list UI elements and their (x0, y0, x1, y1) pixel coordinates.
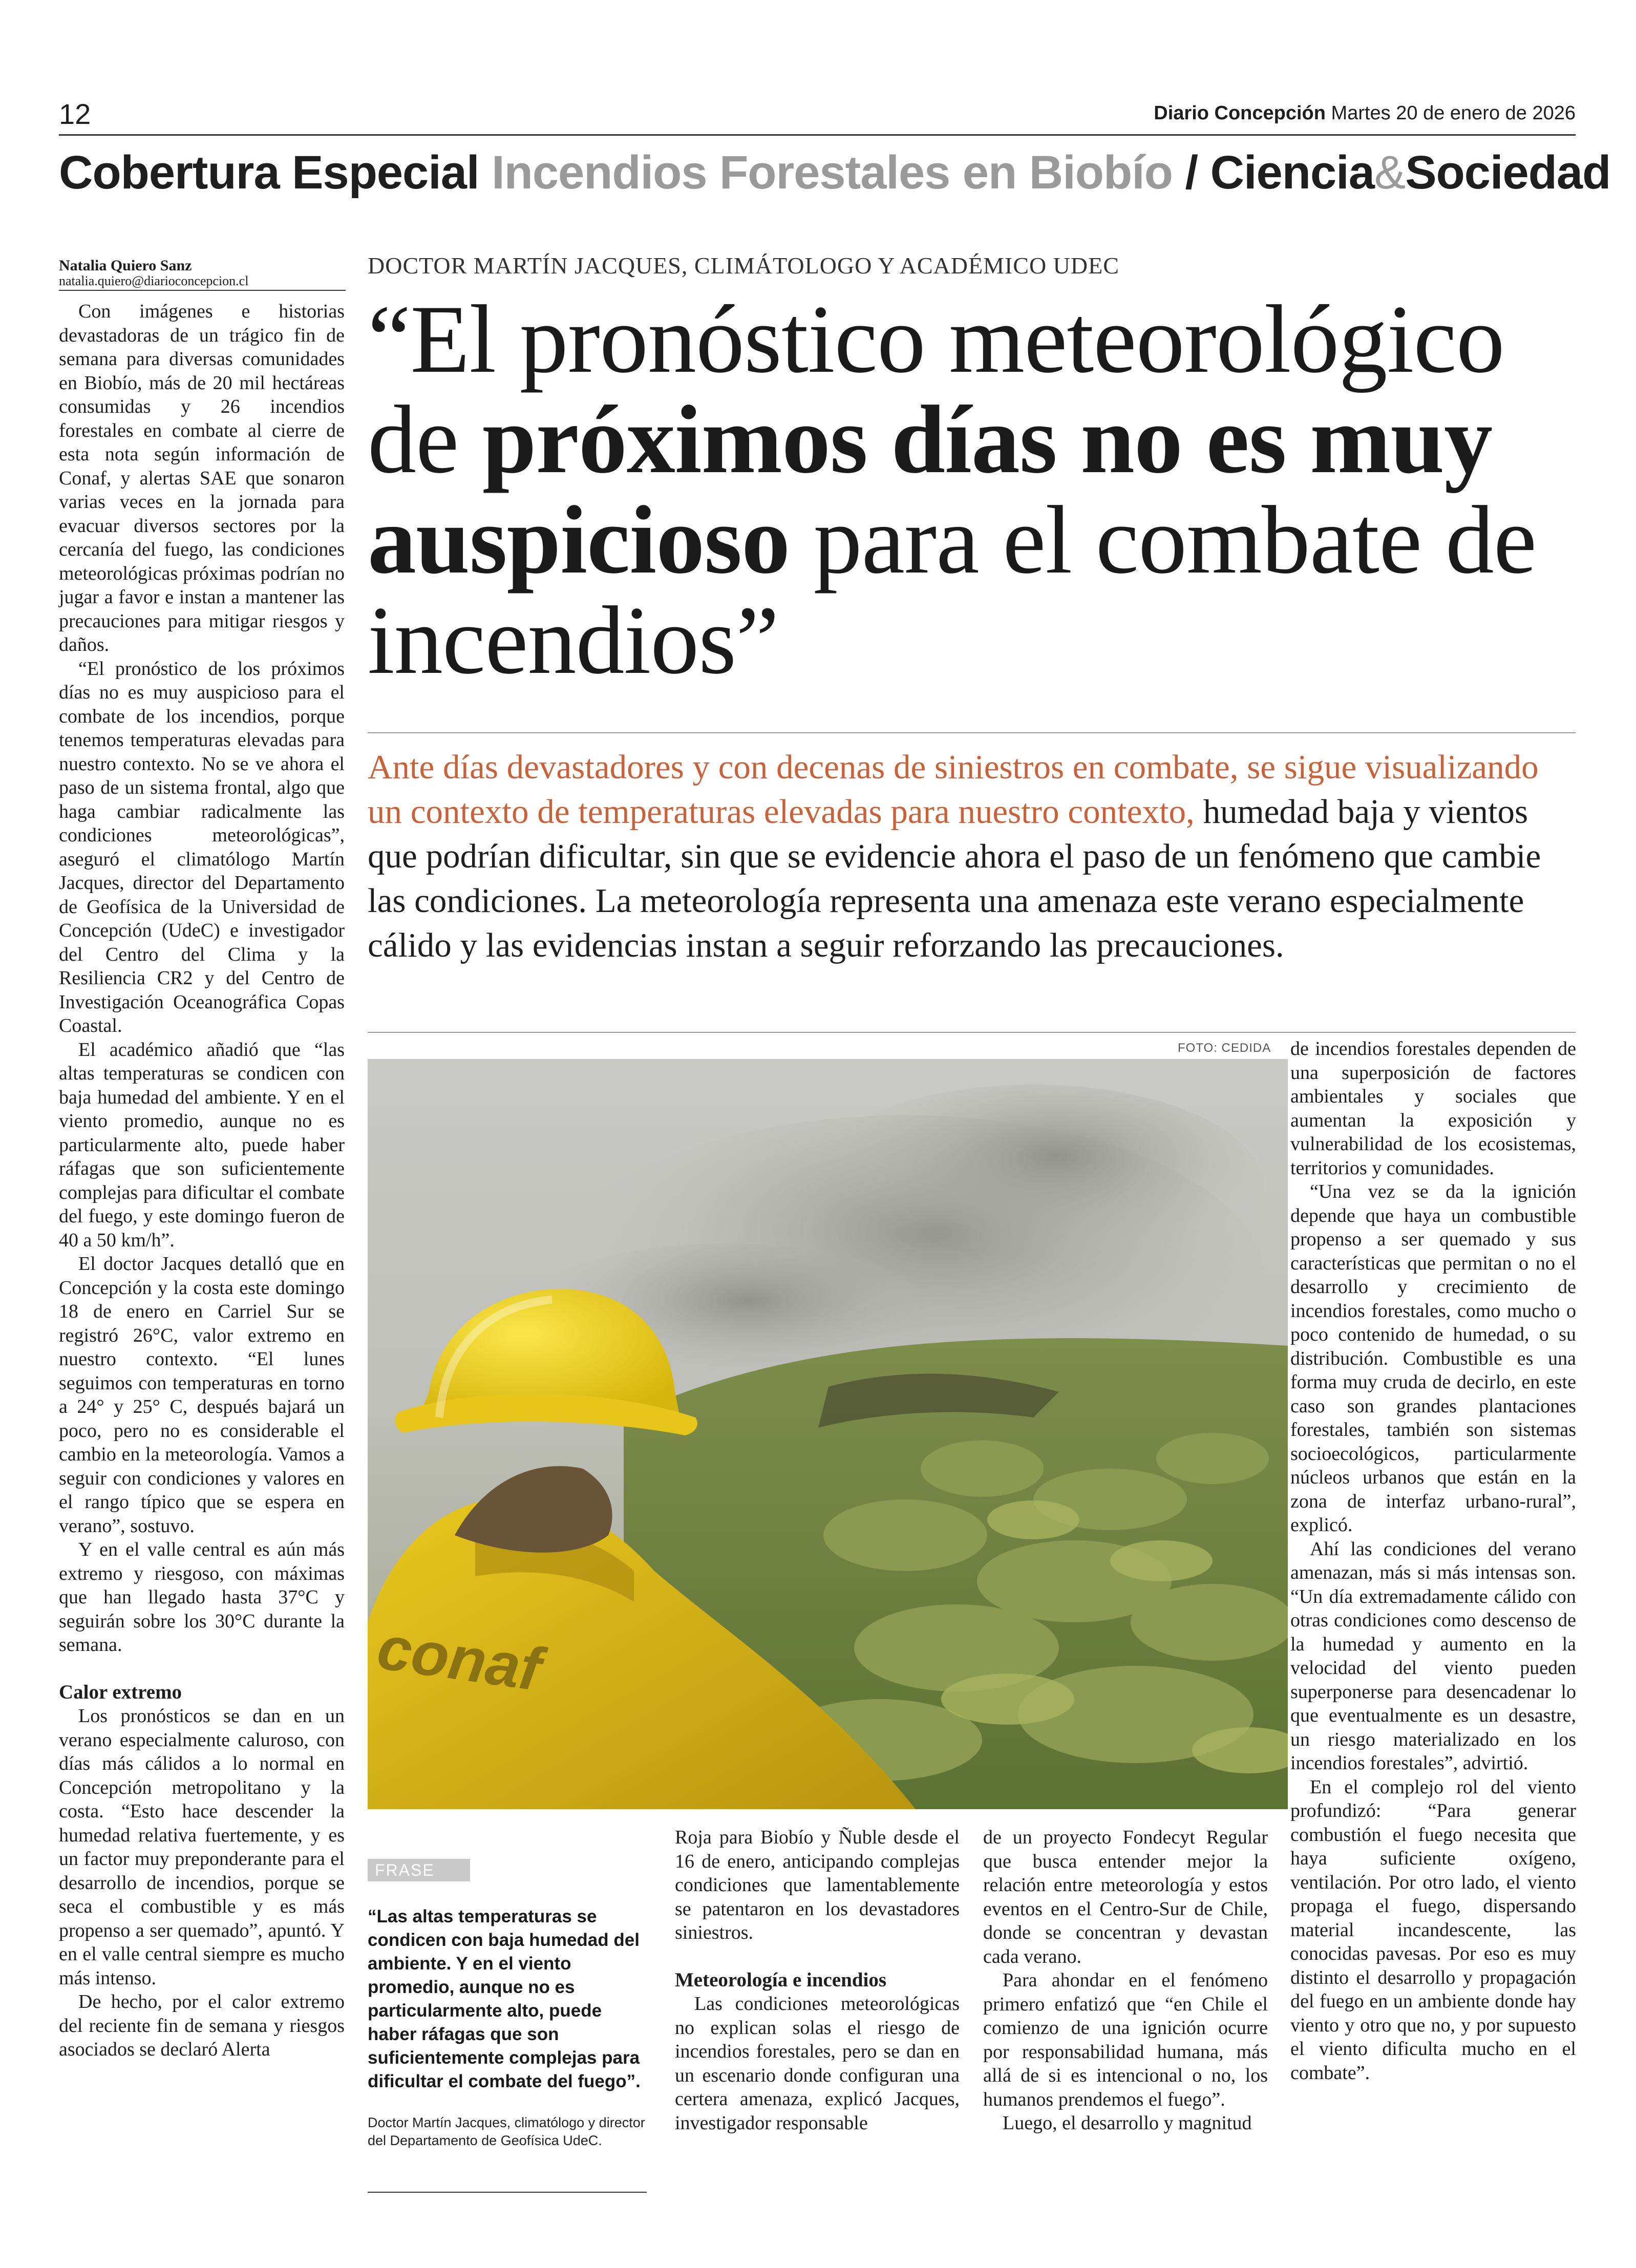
paragraph: “Una vez se da la ignición depende que haya un combustible propenso a ser quemado y sus características que permitan o no el desarrollo y crecimiento de incendios forestales, como mucho o poco contenido de humedad, o su distribución. Combustible es una forma muy cruda de decirlo, en este caso son grandes plantaciones forestales, también son sistemas socioecológicos, particularmente núcleos urbanos que están en la zona de interfaz urbano-rural”, explicó. (1290, 1181, 1576, 1536)
byline-email: natalia.quiero@diarioconcepcion.cl (59, 273, 249, 288)
headline-rule (368, 732, 1576, 733)
pull-quote: “Las altas temperaturas se condicen con baja humedad del ambiente. Y en el viento promedio, aunque no es particularmente alto, puede haber ráfagas que son suficientemente complejas para dificultar el combate del fuego”. (368, 1906, 641, 2091)
paragraph: Y en el valle central es aún más extremo y riesgoso, con máximas que han llegado hasta 37°C y seguirán sobre los 30°C durante la semana. (59, 1539, 345, 1656)
paragraph: Con imágenes e historias devastadoras de un trágico fin de semana para diversas comunidades en Biobío, más de 20 mil hectáreas consumidas y 26 incendios forestales en combate al cierre de esta nota según información de Conaf, y alertas SAE que sonaron varias veces en la jornada para evacuar diversos sectores por la cercanía del fuego, las condiciones meteorológicas próximas podrían no jugar a favor e instan a mantener las precauciones para mitigar riesgos y daños. (59, 301, 345, 655)
paragraph: Roja para Biobío y Ñuble desde el 16 de enero, anticipando complejas condiciones que lamentablemente se patentaron en los devastadores siniestros. (675, 1827, 960, 1943)
top-rule (59, 134, 1576, 136)
paragraph: Los pronósticos se dan en un verano especialmente caluroso, con días más cálidos a lo normal en Concepción metropolitano y la costa. “Esto hace descender la humedad relativa fuertemente, y es un factor muy preponderante para el desarrollo de incendios, porque se seca el combustible y es más propenso a ser quemado”, apuntó. Y en el valle central siempre es mucho más intenso. (59, 1705, 345, 1989)
column-1 (59, 300, 345, 2062)
publication-date: Martes 20 de enero de 2026 (1331, 102, 1576, 124)
byline-rule (59, 290, 346, 291)
firefighter-photo (368, 1059, 1288, 1809)
photo-credit: FOTO: CEDIDA (1178, 1041, 1271, 1055)
paragraph: de incendios forestales dependen de una superposición de factores ambientales y sociales que aumentan la exposición y vulnerabilidad de los ecosistemas, territorios y comunidades. (1290, 1038, 1576, 1179)
vest-logo: conaf (373, 1613, 545, 1704)
paragraph: Para ahondar en el fenómeno primero enfatizó que “en Chile el comienzo de una ignición ocurre por responsabilidad humana, más allá de si es intencional o no, los humanos prendemos el fuego”. (983, 1969, 1268, 2110)
lead-rule (368, 1032, 1576, 1033)
lead-paragraph (368, 745, 1576, 968)
paragraph: Ahí las condiciones del verano amenazan, más si más intensas son. “Un día extremadamente cálido con otras condiciones como descenso de la humedad y aumento en la velocidad del viento pueden superponerse para desencadenar lo que eventualmente es un desastre, un riesgo materializado en los incendios forestales”, advirtió. (1290, 1538, 1576, 1774)
section-separator: / (1172, 146, 1210, 199)
headline-part-1: “El pronóstico meteorológico de (368, 286, 1504, 494)
paragraph: En el complejo rol del viento profundizó: “Para generar combustión el fuego necesita que haya suficiente oxígeno, ventilación. Por otro lado, el viento propaga el fuego, dispersando material incandescente, las conocidas pavesas. Por eso es muy distinto el desarrollo y propagación del fuego en un ambiente donde hay viento y otro que no, y por supuesto el viento dificulta mucho en el combate”. (1290, 1776, 1576, 2084)
quote-label: FRASE (368, 1859, 470, 1881)
paragraph: El académico añadió que “las altas temperaturas se condicen con baja humedad del ambiente. Y en el viento promedio, aunque no es particularmente alto, puede haber ráfagas que son suficientemente complejas para dificultar el combate del fuego, y este domingo fueron de 40 a 50 km/h”. (59, 1038, 345, 1251)
masthead (1154, 102, 1576, 124)
paragraph: “El pronóstico de los próximos días no es muy auspicioso para el combate de los incendios, porque tenemos temperaturas elevadas para nuestro contexto. No se ve ahora el paso de un sistema frontal, algo que haga cambiar radicalmente las condiciones meteorológicas”, aseguró el climatólogo Martín Jacques, director del Departamento de Geofísica de la Universidad de Concepción (UdeC) e investigador del Centro del Clima y la Resiliencia CR2 y del Centro de Investigación Oceanográfica Copas Coastal. (59, 658, 345, 1036)
page-number: 12 (59, 98, 91, 130)
section-main: Cobertura Especial (59, 146, 479, 199)
column-3 (675, 1826, 960, 2135)
paragraph: Las condiciones meteorológicas no explican solas el riesgo de incendios forestales, pero se dan en un escenario donde configuran una certera amenaza, explicó Jacques, investigador responsable (675, 1993, 960, 2134)
section-ciencia: Ciencia (1210, 146, 1374, 199)
column-5 (1290, 1037, 1576, 2085)
headline (368, 286, 1581, 694)
headline-part-2: próximos días no es muy auspicioso (368, 386, 1493, 594)
subhead-meteorologia: Meteorología e incendios (675, 1968, 887, 1991)
lead-accent: Ante días devastadores y con decenas de siniestros en combate, se sigue visualizando un contexto de temperaturas elevadas para nuestro contexto, (368, 748, 1539, 831)
paragraph: Luego, el desarrollo y magnitud (1003, 2112, 1252, 2134)
byline-author: Natalia Quiero Sanz (59, 257, 192, 274)
paragraph: El doctor Jacques detalló que en Concepción y la costa este domingo 18 de enero en Carriel Sur se registró 26°C, valor extremo en nuestro contexto. “El lunes seguimos con temperaturas en torno a 24° y 25° C, después bajará un poco, pero no es considerable el cambio en la meteorología. Vamos a seguir con condiciones y valores en el rango típico que se espera en verano”, sostuvo. (59, 1253, 345, 1537)
quote-credit: Doctor Martín Jacques, climatólogo y director del Departamento de Geofísica UdeC. (368, 2115, 645, 2148)
section-sociedad: Sociedad (1405, 146, 1611, 199)
section-ampersand: & (1374, 146, 1406, 199)
subhead-calor-extremo: Calor extremo (59, 1681, 182, 1703)
newspaper-name: Diario Concepción (1154, 102, 1326, 124)
section-topic: Incendios Forestales en Biobío (492, 146, 1173, 199)
paragraph: de un proyecto Fondecyt Regular que busca entender mejor la relación entre meteorología y estos eventos en el Centro-Sur de Chile, donde se concentran y devastan cada verano. (983, 1827, 1268, 1967)
kicker: DOCTOR MARTÍN JACQUES, CLIMÁTOLOGO Y ACADÉMICO UDEC (368, 252, 1119, 279)
paragraph: De hecho, por el calor extremo del reciente fin de semana y riesgos asociados se declaró Alerta (59, 1991, 345, 2060)
headline-part-3: para el combate de incendios” (368, 486, 1537, 694)
column-4 (983, 1826, 1268, 2135)
section-header (59, 146, 1610, 200)
lead-rest: humedad baja y vientos que podrían dificultar, sin que se evidencie ahora el paso de un fenómeno que cambie las condiciones. La meteorología representa una amenaza este verano especialmente cálido y las evidencias instan a seguir reforzando las precauciones. (368, 793, 1541, 964)
